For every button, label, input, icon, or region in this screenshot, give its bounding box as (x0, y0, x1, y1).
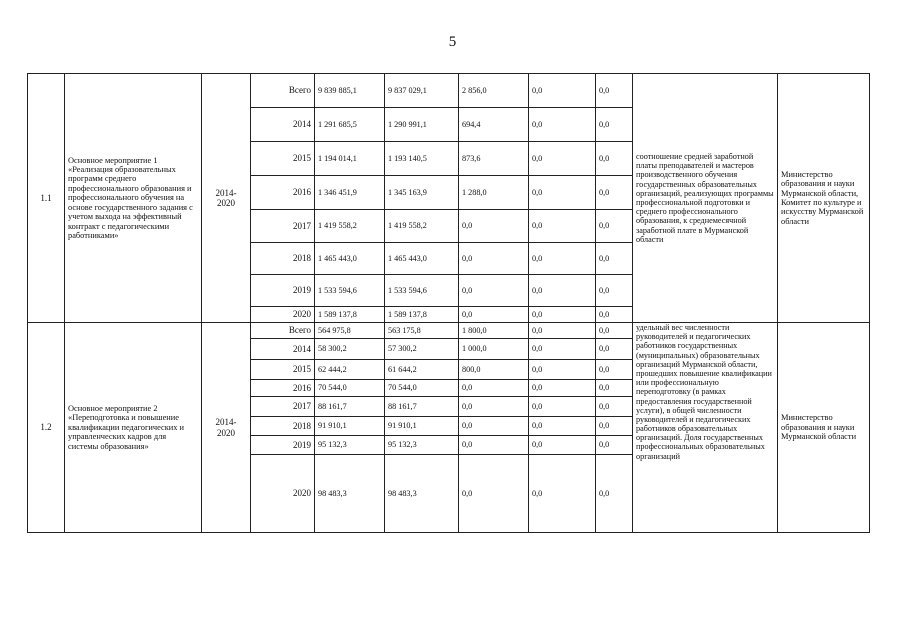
value-cell: 0,0 (529, 455, 596, 533)
value-cell: 9 837 029,1 (385, 74, 459, 108)
year-cell: 2018 (251, 417, 315, 436)
period: 2014- 2020 (202, 323, 251, 533)
value-cell: 0,0 (459, 275, 529, 307)
value-cell: 0,0 (596, 307, 633, 323)
value-cell: 98 483,3 (385, 455, 459, 533)
value-cell: 98 483,3 (315, 455, 385, 533)
value-cell: 0,0 (596, 108, 633, 142)
value-cell: 0,0 (529, 339, 596, 360)
value-cell: 0,0 (459, 307, 529, 323)
value-cell: 0,0 (529, 397, 596, 417)
year-cell: Всего (251, 74, 315, 108)
value-cell: 0,0 (459, 417, 529, 436)
year-cell: 2017 (251, 210, 315, 243)
value-cell: 1 194 014,1 (315, 142, 385, 176)
activity-title: Основное мероприятие 2 «Переподготовка и повышение квалификации педагогических и управленческих кадров для системы образования» (65, 323, 202, 533)
value-cell: 95 132,3 (315, 436, 385, 455)
year-cell: 2016 (251, 176, 315, 210)
year-cell: 2019 (251, 275, 315, 307)
item-number: 1.1 (28, 74, 65, 323)
year-cell: 2016 (251, 380, 315, 397)
value-cell: 0,0 (596, 380, 633, 397)
value-cell: 0,0 (529, 380, 596, 397)
value-cell: 0,0 (529, 142, 596, 176)
value-cell: 1 465 443,0 (315, 243, 385, 275)
value-cell: 0,0 (459, 436, 529, 455)
value-cell: 1 419 558,2 (385, 210, 459, 243)
value-cell: 1 000,0 (459, 339, 529, 360)
value-cell: 95 132,3 (385, 436, 459, 455)
value-cell: 0,0 (529, 275, 596, 307)
value-cell: 0,0 (529, 323, 596, 339)
value-cell: 0,0 (529, 243, 596, 275)
value-cell: 0,0 (596, 210, 633, 243)
value-cell: 1 288,0 (459, 176, 529, 210)
value-cell: 0,0 (596, 417, 633, 436)
year-cell: 2018 (251, 243, 315, 275)
value-cell: 0,0 (529, 360, 596, 380)
value-cell: 0,0 (596, 360, 633, 380)
value-cell: 91 910,1 (385, 417, 459, 436)
value-cell: 563 175,8 (385, 323, 459, 339)
value-cell: 1 290 991,1 (385, 108, 459, 142)
value-cell: 9 839 885,1 (315, 74, 385, 108)
value-cell: 62 444,2 (315, 360, 385, 380)
value-cell: 0,0 (529, 210, 596, 243)
value-cell: 0,0 (596, 275, 633, 307)
value-cell: 88 161,7 (315, 397, 385, 417)
value-cell: 694,4 (459, 108, 529, 142)
value-cell: 57 300,2 (385, 339, 459, 360)
page-number: 5 (448, 34, 457, 50)
value-cell: 0,0 (529, 176, 596, 210)
value-cell: 0,0 (459, 397, 529, 417)
value-cell: 1 533 594,6 (385, 275, 459, 307)
value-cell: 0,0 (596, 323, 633, 339)
value-cell: 873,6 (459, 142, 529, 176)
value-cell: 1 800,0 (459, 323, 529, 339)
value-cell: 0,0 (529, 74, 596, 108)
year-cell: 2015 (251, 142, 315, 176)
year-cell: 2015 (251, 360, 315, 380)
value-cell: 0,0 (459, 243, 529, 275)
value-cell: 1 533 594,6 (315, 275, 385, 307)
table-row (28, 323, 870, 339)
period: 2014- 2020 (202, 74, 251, 323)
value-cell: 1 345 163,9 (385, 176, 459, 210)
program-table (27, 73, 870, 533)
value-cell: 1 589 137,8 (315, 307, 385, 323)
value-cell: 800,0 (459, 360, 529, 380)
value-cell: 1 346 451,9 (315, 176, 385, 210)
value-cell: 0,0 (529, 307, 596, 323)
year-cell: 2019 (251, 436, 315, 455)
value-cell: 70 544,0 (385, 380, 459, 397)
value-cell: 2 856,0 (459, 74, 529, 108)
value-cell: 0,0 (529, 108, 596, 142)
target-indicator: удельный вес численности руководителей и педагогических работников государственных (муниципальных) образовательных организаций Мурманской области, прошедших повышение квалификации или профессиональную переподготовку (в рамках предоставления государственной услуги), в общей численности руководителей и педагогических работников образовательных организаций. Доля государственных профессиональных образовательных организаций (633, 323, 778, 533)
value-cell: 0,0 (459, 380, 529, 397)
value-cell: 0,0 (596, 436, 633, 455)
value-cell: 0,0 (596, 142, 633, 176)
value-cell: 91 910,1 (315, 417, 385, 436)
year-cell: 2014 (251, 339, 315, 360)
year-cell: Всего (251, 323, 315, 339)
item-number: 1.2 (28, 323, 65, 533)
value-cell: 1 291 685,5 (315, 108, 385, 142)
value-cell: 88 161,7 (385, 397, 459, 417)
value-cell: 0,0 (596, 176, 633, 210)
year-cell: 2020 (251, 307, 315, 323)
table-row (28, 74, 870, 108)
value-cell: 58 300,2 (315, 339, 385, 360)
value-cell: 1 589 137,8 (385, 307, 459, 323)
value-cell: 1 465 443,0 (385, 243, 459, 275)
year-cell: 2017 (251, 397, 315, 417)
value-cell: 1 419 558,2 (315, 210, 385, 243)
value-cell: 0,0 (596, 74, 633, 108)
value-cell: 0,0 (596, 243, 633, 275)
value-cell: 0,0 (529, 436, 596, 455)
value-cell: 0,0 (596, 339, 633, 360)
value-cell: 0,0 (529, 417, 596, 436)
value-cell: 1 193 140,5 (385, 142, 459, 176)
activity-title: Основное мероприятие 1 «Реализация образовательных программ среднего профессионального образования и профессионального обучения на основе государственного задания с учетом выхода на эффективный контракт с педагогическими работниками» (65, 74, 202, 323)
value-cell: 0,0 (596, 397, 633, 417)
responsible-executor: Министерство образования и науки Мурманской области, Комитет по культуре и искусству Мурманской области (778, 74, 870, 323)
value-cell: 564 975,8 (315, 323, 385, 339)
value-cell: 0,0 (459, 210, 529, 243)
target-indicator: соотношение средней заработной платы преподавателей и мастеров производственного обучения государственных образовательных организаций, реализующих программы профессиональной подготовки и среднего профессионального образования, к среднемесячной заработной плате в Мурманской области (633, 74, 778, 323)
value-cell: 0,0 (596, 455, 633, 533)
value-cell: 70 544,0 (315, 380, 385, 397)
year-cell: 2014 (251, 108, 315, 142)
value-cell: 0,0 (459, 455, 529, 533)
value-cell: 61 644,2 (385, 360, 459, 380)
responsible-executor: Министерство образования и науки Мурманской области (778, 323, 870, 533)
year-cell: 2020 (251, 455, 315, 533)
